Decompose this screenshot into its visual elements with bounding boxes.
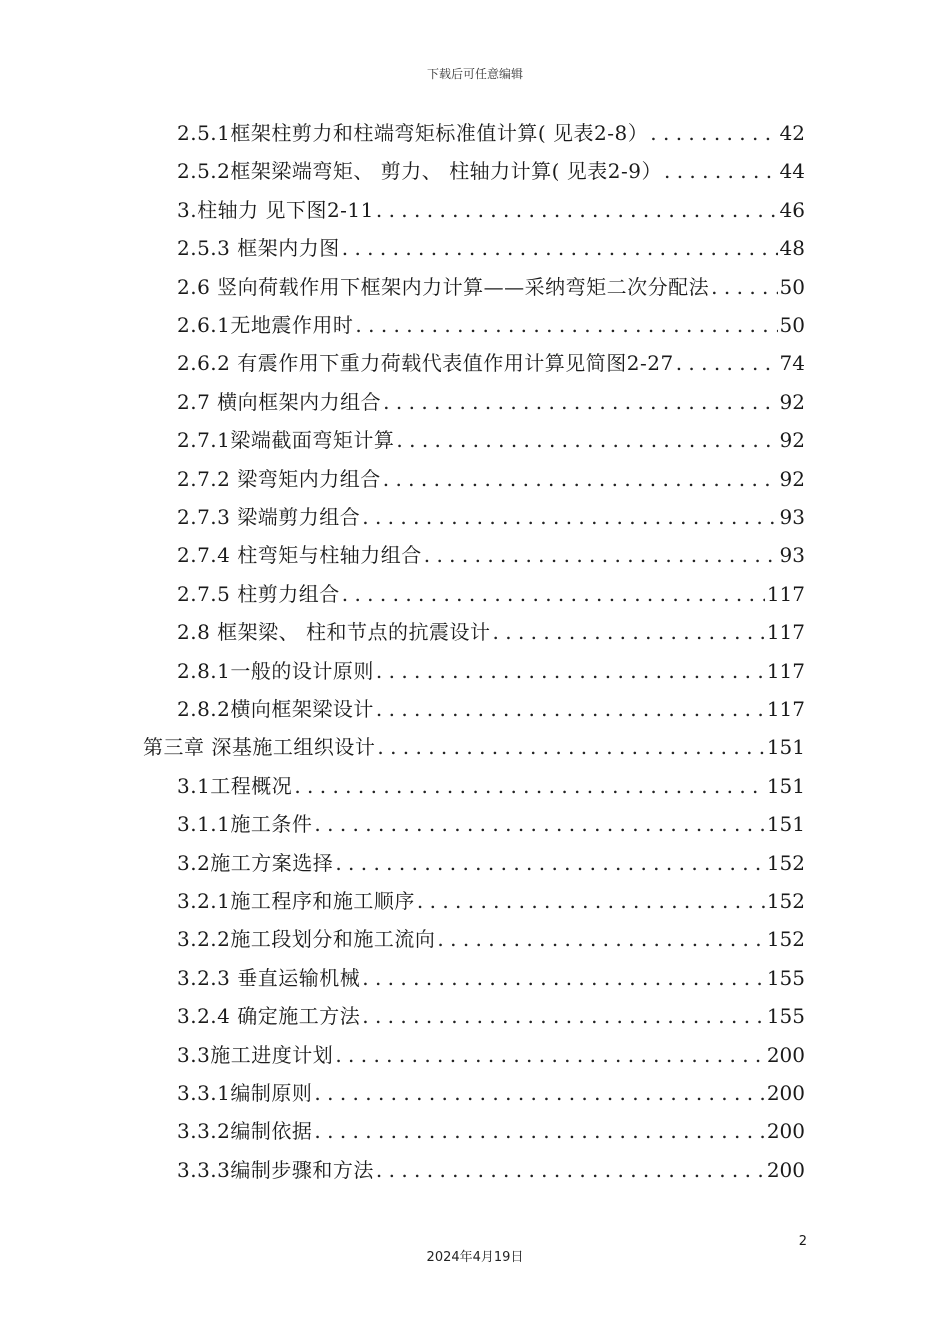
toc-entry-page: 200: [766, 1042, 805, 1067]
toc-dot-leader: [437, 927, 764, 951]
toc-entry-page: 151: [766, 773, 805, 798]
toc-dot-leader: [376, 1158, 765, 1182]
toc-entry-title: 3.1.1施工条件: [177, 812, 313, 837]
toc-dot-leader: [711, 275, 777, 299]
toc-dot-leader: [417, 889, 765, 913]
page-number: 2: [798, 1234, 807, 1249]
toc-entry-page: 151: [766, 735, 805, 760]
toc-entry[interactable]: [177, 1077, 805, 1115]
toc-entry-page: 44: [779, 159, 805, 184]
toc-entry-page: 117: [766, 620, 805, 645]
toc-entry-title: 3.3.3编制步骤和方法: [177, 1157, 374, 1182]
toc-dot-leader: [294, 774, 765, 798]
toc-entry-page: 155: [766, 1004, 805, 1029]
toc-entry-page: 152: [766, 889, 805, 913]
toc-entry-page: 155: [766, 965, 805, 990]
toc-entry-title: 2.7.2 梁弯矩内力组合: [177, 466, 381, 491]
toc-entry-title: 2.5.1框架柱剪力和柱端弯矩标准值计算( 见表2-8）: [177, 121, 649, 145]
toc-entry-page: 50: [779, 274, 805, 299]
toc-entry-page: 117: [766, 697, 805, 721]
toc-entry-title: 3.柱轴力 见下图2-11: [177, 197, 374, 222]
toc-entry-title: 3.3施工进度计划: [177, 1042, 334, 1067]
toc-entry-page: 152: [766, 927, 805, 952]
toc-entry-page: 151: [766, 812, 805, 837]
toc-entry-page: 152: [766, 850, 805, 875]
toc-entry-page: 92: [779, 389, 805, 414]
toc-dot-leader: [335, 1043, 765, 1067]
toc-entry[interactable]: [177, 616, 805, 654]
toc-entry-title: 2.8 框架梁、 柱和节点的抗震设计: [177, 620, 491, 645]
toc-entry[interactable]: [177, 1115, 805, 1153]
toc-entry[interactable]: [177, 117, 805, 155]
toc-dot-leader: [355, 313, 777, 337]
toc-entry-title: 3.2.2施工段划分和施工流向: [177, 927, 436, 952]
toc-entry-title: 3.2.4 确定施工方法: [177, 1004, 361, 1029]
toc-entry-title: 2.8.1一般的设计原则: [177, 658, 374, 683]
toc-entry-title: 2.7.1梁端截面弯矩计算: [177, 428, 395, 453]
toc-dot-leader: [396, 428, 777, 452]
toc-dot-leader: [664, 159, 778, 183]
toc-entry-title: 2.7.3 梁端剪力组合: [177, 505, 361, 529]
toc-entry-page: 200: [766, 1157, 805, 1182]
toc-entry[interactable]: [177, 693, 805, 731]
toc-dot-leader: [377, 735, 764, 759]
toc-dot-leader: [314, 1119, 764, 1143]
toc-dot-leader: [362, 1004, 765, 1028]
toc-entry[interactable]: [177, 1039, 805, 1077]
toc-entry[interactable]: [177, 1000, 805, 1038]
toc-entry[interactable]: [177, 655, 805, 693]
toc-entry-page: 117: [766, 658, 805, 683]
toc-entry-page: 48: [779, 236, 805, 261]
toc-entry[interactable]: [177, 347, 805, 385]
toc-entry-title: 2.6 竖向荷载作用下框架内力计算——采纳弯矩二次分配法: [177, 274, 710, 299]
toc-dot-leader: [376, 198, 778, 222]
toc-entry[interactable]: [177, 1154, 805, 1192]
toc-entry-page: 93: [779, 505, 805, 529]
toc-entry[interactable]: [177, 847, 805, 885]
toc-dot-leader: [424, 543, 778, 567]
toc-entry-title: 2.6.1无地震作用时: [177, 313, 354, 337]
toc-entry-title: 2.8.2横向框架梁设计: [177, 697, 374, 721]
toc-dot-leader: [650, 121, 777, 145]
page-header: 下载后可任意编辑: [426, 67, 523, 81]
toc-entry[interactable]: [177, 194, 805, 232]
toc-entry-title: 2.7.5 柱剪力组合: [177, 581, 340, 606]
toc-entry[interactable]: [143, 731, 805, 769]
toc-entry[interactable]: [177, 770, 805, 808]
toc-dot-leader: [335, 851, 765, 875]
toc-dot-leader: [314, 1081, 764, 1105]
toc-dot-leader: [383, 467, 778, 491]
toc-entry-title: 3.2施工方案选择: [177, 850, 334, 875]
toc-entry-title: 第三章 深基施工组织设计: [143, 735, 376, 760]
toc-entry[interactable]: [177, 386, 805, 424]
toc-entry-title: 2.6.2 有震作用下重力荷载代表值作用计算见简图2-27: [177, 351, 674, 376]
toc-entry-title: 3.1工程概况: [177, 773, 293, 798]
toc-dot-leader: [362, 505, 777, 529]
toc-entry-page: 92: [779, 428, 805, 453]
toc-entry-page: 200: [766, 1081, 805, 1105]
toc-entry[interactable]: [177, 923, 805, 961]
toc-entry[interactable]: [177, 578, 805, 616]
toc-dot-leader: [362, 966, 765, 990]
toc-entry[interactable]: [177, 962, 805, 1000]
toc-entry[interactable]: [177, 463, 805, 501]
toc-dot-leader: [342, 582, 765, 606]
toc-entry-title: 3.2.1施工程序和施工顺序: [177, 889, 415, 913]
toc-entry-page: 92: [779, 466, 805, 491]
toc-entry-title: 2.5.2框架梁端弯矩、 剪力、 柱轴力计算( 见表2-9）: [177, 159, 662, 184]
toc-entry-title: 3.3.1编制原则: [177, 1081, 313, 1105]
toc-entry-title: 2.5.3 框架内力图: [177, 236, 340, 261]
toc-entry[interactable]: [177, 539, 805, 577]
toc-entry-title: 2.7 横向框架内力组合: [177, 389, 382, 414]
toc-entry[interactable]: [177, 309, 805, 347]
toc-dot-leader: [383, 390, 777, 414]
toc-dot-leader: [314, 812, 764, 836]
toc-entry-page: 50: [779, 313, 805, 337]
toc-entry[interactable]: [177, 271, 805, 309]
toc-entry-title: 3.2.3 垂直运输机械: [177, 965, 361, 990]
toc-dot-leader: [376, 659, 765, 683]
toc-entry[interactable]: [177, 155, 805, 193]
page-footer-date: 2024年4月19日: [426, 1250, 524, 1265]
toc-dot-leader: [493, 620, 765, 644]
toc-dot-leader: [676, 351, 778, 375]
toc-entry-page: 46: [779, 197, 805, 222]
toc-entry-page: 74: [779, 351, 805, 376]
toc-dot-leader: [376, 697, 765, 721]
toc-entry[interactable]: [177, 808, 805, 846]
toc-entry-page: 200: [766, 1119, 805, 1144]
toc-entry[interactable]: [177, 424, 805, 462]
toc-entry[interactable]: [177, 501, 805, 539]
toc-entry-page: 117: [766, 581, 805, 606]
toc-dot-leader: [342, 236, 778, 260]
toc-entry[interactable]: [177, 885, 805, 923]
toc-entry-page: 42: [779, 121, 805, 145]
toc-entry-page: 93: [779, 543, 805, 568]
toc-entry-title: 3.3.2编制依据: [177, 1119, 313, 1144]
toc-entry-title: 2.7.4 柱弯矩与柱轴力组合: [177, 543, 422, 568]
toc-entry[interactable]: [177, 232, 805, 270]
